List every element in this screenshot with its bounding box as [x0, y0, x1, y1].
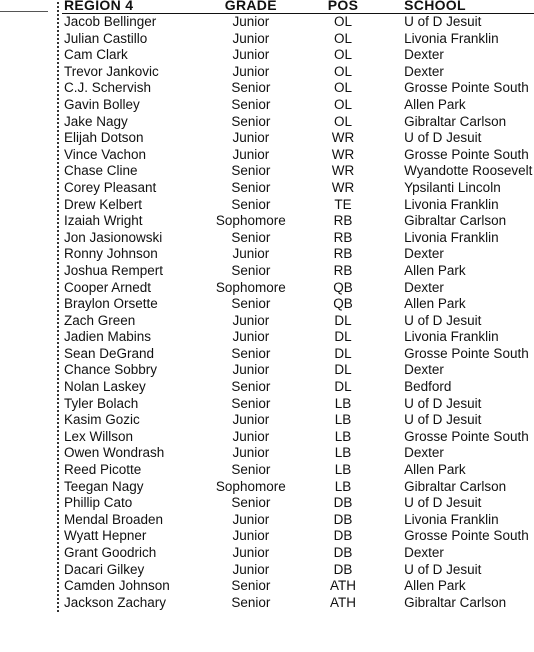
player-grade: Junior	[232, 561, 270, 577]
table-row	[62, 412, 534, 429]
player-name: Cooper Arnedt	[64, 279, 152, 295]
table-row	[62, 429, 534, 446]
player-grade: Senior	[231, 345, 271, 361]
table-row	[62, 97, 534, 114]
player-grade: Senior	[231, 262, 271, 278]
player-grade: Junior	[232, 30, 270, 46]
player-school: Grosse Pointe South	[404, 80, 529, 96]
player-pos: DL	[334, 345, 352, 361]
player-grade: Senior	[231, 80, 271, 96]
table-row	[62, 578, 534, 595]
player-school: U of D Jesuit	[404, 561, 482, 577]
player-school: U of D Jesuit	[404, 395, 482, 411]
header-row	[62, 0, 534, 14]
roster-table	[62, 0, 534, 611]
table-row	[62, 280, 534, 297]
player-pos: ATH	[330, 578, 357, 594]
player-school: Livonia Franklin	[404, 229, 499, 245]
player-name: Zach Green	[64, 312, 136, 328]
top-rule-divider	[0, 11, 48, 12]
player-name: Elijah Dotson	[64, 130, 144, 146]
player-school: Grosse Pointe South	[404, 428, 529, 444]
player-name: Jacob Bellinger	[64, 14, 157, 29]
player-grade: Junior	[232, 545, 270, 560]
player-pos: DL	[334, 312, 352, 328]
player-school: U of D Jesuit	[404, 495, 482, 511]
player-name: Grant Goodrich	[64, 545, 157, 560]
player-name: Nolan Laskey	[64, 379, 146, 395]
player-school: U of D Jesuit	[404, 312, 482, 328]
table-row	[62, 362, 534, 379]
player-school: Gibraltar Carlson	[404, 213, 507, 229]
player-pos: LB	[334, 478, 352, 494]
player-grade: Senior	[231, 296, 271, 312]
player-pos: RB	[333, 229, 353, 245]
player-grade: Junior	[232, 47, 270, 63]
player-pos: DB	[333, 528, 353, 544]
player-name: Teegan Nagy	[64, 478, 144, 494]
player-name: Jackson Zachary	[64, 594, 167, 610]
player-pos: LB	[334, 428, 352, 444]
player-name: Julian Castillo	[64, 30, 148, 46]
player-grade: Senior	[231, 578, 271, 594]
table-row	[62, 528, 534, 545]
player-name: Corey Pleasant	[64, 179, 157, 195]
player-school: Gibraltar Carlson	[404, 594, 507, 610]
player-pos: RB	[333, 213, 353, 229]
player-pos: LB	[334, 395, 352, 411]
player-school: Allen Park	[404, 462, 466, 478]
player-grade: Junior	[232, 63, 270, 79]
player-name: Owen Wondrash	[64, 445, 165, 461]
player-grade: Senior	[231, 395, 271, 411]
player-pos: LB	[334, 445, 352, 461]
player-grade: Senior	[231, 594, 271, 610]
player-grade: Junior	[232, 14, 270, 29]
player-school: Allen Park	[404, 296, 466, 312]
player-name: Jadien Mabins	[64, 329, 152, 345]
player-name: Dacari Gilkey	[64, 561, 145, 577]
table-row	[62, 595, 534, 612]
player-pos: WR	[331, 146, 355, 162]
player-grade: Junior	[232, 511, 270, 527]
player-name: Sean DeGrand	[64, 345, 155, 361]
player-school: U of D Jesuit	[404, 14, 482, 29]
player-name: Jake Nagy	[64, 113, 128, 129]
player-pos: DB	[333, 495, 353, 511]
player-school: Livonia Franklin	[404, 30, 499, 46]
player-name: Wyatt Hepner	[64, 528, 147, 544]
player-grade: Junior	[232, 146, 270, 162]
player-school: Ypsilanti Lincoln	[404, 179, 501, 195]
table-row	[62, 462, 534, 479]
table-row	[62, 197, 534, 214]
player-school: Allen Park	[404, 96, 466, 112]
player-grade: Sophomore	[215, 279, 286, 295]
player-name: Camden Johnson	[64, 578, 170, 594]
player-school: Allen Park	[404, 578, 466, 594]
table-row	[62, 396, 534, 413]
player-school: Livonia Franklin	[404, 196, 499, 212]
table-row	[62, 545, 534, 562]
table-row	[62, 163, 534, 180]
player-school: Grosse Pointe South	[404, 345, 529, 361]
header-region: REGION 4	[62, 0, 206, 14]
player-school: U of D Jesuit	[404, 412, 482, 428]
table-row	[62, 346, 534, 363]
player-pos: DL	[334, 362, 352, 378]
player-name: Vince Vachon	[64, 146, 147, 162]
table-row	[62, 14, 534, 31]
table-row	[62, 329, 534, 346]
table-row	[62, 246, 534, 263]
table-row	[62, 114, 534, 131]
table-row	[62, 562, 534, 579]
table-row	[62, 230, 534, 247]
player-pos: WR	[331, 130, 355, 146]
player-grade: Junior	[232, 445, 270, 461]
player-grade: Junior	[232, 130, 270, 146]
player-school: Gibraltar Carlson	[404, 478, 507, 494]
player-pos: OL	[334, 47, 353, 63]
player-school: Wyandotte Roosevelt	[404, 163, 533, 179]
player-pos: TE	[334, 196, 352, 212]
player-school: Dexter	[404, 279, 444, 295]
player-school: U of D Jesuit	[404, 130, 482, 146]
player-name: Izaiah Wright	[64, 213, 143, 229]
player-pos: WR	[331, 163, 355, 179]
player-school: Dexter	[404, 246, 444, 262]
player-grade: Senior	[231, 179, 271, 195]
player-pos: QB	[333, 296, 353, 312]
player-grade: Senior	[231, 163, 271, 179]
table-row	[62, 379, 534, 396]
player-pos: LB	[334, 412, 352, 428]
player-school: Grosse Pointe South	[404, 528, 529, 544]
player-pos: DB	[333, 561, 353, 577]
roster-body	[62, 14, 534, 612]
player-grade: Junior	[232, 412, 270, 428]
player-pos: DB	[333, 511, 353, 527]
table-row	[62, 512, 534, 529]
player-name: Reed Picotte	[64, 462, 142, 478]
player-school: Allen Park	[404, 262, 466, 278]
player-name: Chase Cline	[64, 163, 138, 179]
header-grade: GRADE	[206, 0, 296, 14]
player-school: Dexter	[404, 445, 444, 461]
table-row	[62, 263, 534, 280]
player-school: Livonia Franklin	[404, 511, 499, 527]
player-pos: DL	[334, 329, 352, 345]
player-pos: OL	[334, 113, 353, 129]
player-grade: Senior	[231, 462, 271, 478]
player-grade: Senior	[231, 196, 271, 212]
player-pos: OL	[334, 80, 353, 96]
table-row	[62, 80, 534, 97]
player-name: Kasim Gozic	[64, 412, 140, 428]
player-name: Cam Clark	[64, 47, 128, 63]
player-name: Lex Willson	[64, 428, 134, 444]
table-row	[62, 313, 534, 330]
player-grade: Junior	[232, 246, 270, 262]
player-school: Bedford	[404, 379, 452, 395]
player-grade: Senior	[231, 96, 271, 112]
player-pos: QB	[333, 279, 353, 295]
player-grade: Senior	[231, 229, 271, 245]
player-grade: Junior	[232, 329, 270, 345]
table-row	[62, 213, 534, 230]
player-name: Trevor Jankovic	[64, 63, 159, 79]
player-grade: Senior	[231, 379, 271, 395]
player-school: Dexter	[404, 47, 444, 63]
player-name: Braylon Orsette	[64, 296, 158, 312]
player-name: Drew Kelbert	[64, 196, 143, 212]
player-pos: LB	[334, 462, 352, 478]
player-pos: DL	[334, 379, 352, 395]
player-pos: OL	[334, 30, 353, 46]
player-name: Tyler Bolach	[64, 395, 139, 411]
player-school: Gibraltar Carlson	[404, 113, 507, 129]
player-grade: Sophomore	[215, 478, 286, 494]
dotted-column-divider	[57, 2, 59, 612]
player-pos: RB	[333, 246, 353, 262]
player-name: Phillip Cato	[64, 495, 133, 511]
header-pos: POS	[296, 0, 390, 14]
player-grade: Junior	[232, 528, 270, 544]
table-row	[62, 495, 534, 512]
player-grade: Junior	[232, 428, 270, 444]
player-pos: DB	[333, 545, 353, 560]
table-row	[62, 180, 534, 197]
player-name: C.J. Schervish	[64, 80, 152, 96]
player-name: Jon Jasionowski	[64, 229, 163, 245]
player-pos: OL	[334, 96, 353, 112]
player-pos: ATH	[330, 594, 357, 610]
header-school: SCHOOL	[390, 0, 534, 14]
player-grade: Senior	[231, 113, 271, 129]
player-pos: WR	[331, 179, 355, 195]
player-name: Ronny Johnson	[64, 246, 158, 262]
player-school: Grosse Pointe South	[404, 146, 529, 162]
player-name: Chance Sobbry	[64, 362, 158, 378]
table-row	[62, 47, 534, 64]
table-row	[62, 130, 534, 147]
player-name: Joshua Rempert	[64, 262, 164, 278]
player-grade: Junior	[232, 362, 270, 378]
player-pos: OL	[334, 63, 353, 79]
table-row	[62, 479, 534, 496]
player-grade: Sophomore	[215, 213, 286, 229]
player-name: Gavin Bolley	[64, 96, 140, 112]
player-name: Mendal Broaden	[64, 511, 164, 527]
player-grade: Senior	[231, 495, 271, 511]
table-row	[62, 147, 534, 164]
player-school: Dexter	[404, 545, 444, 560]
player-school: Livonia Franklin	[404, 329, 499, 345]
player-school: Dexter	[404, 362, 444, 378]
player-grade: Junior	[232, 312, 270, 328]
table-row	[62, 445, 534, 462]
table-row	[62, 296, 534, 313]
player-school: Dexter	[404, 63, 444, 79]
table-row	[62, 64, 534, 81]
player-pos: OL	[334, 14, 353, 29]
table-row	[62, 31, 534, 48]
player-pos: RB	[333, 262, 353, 278]
